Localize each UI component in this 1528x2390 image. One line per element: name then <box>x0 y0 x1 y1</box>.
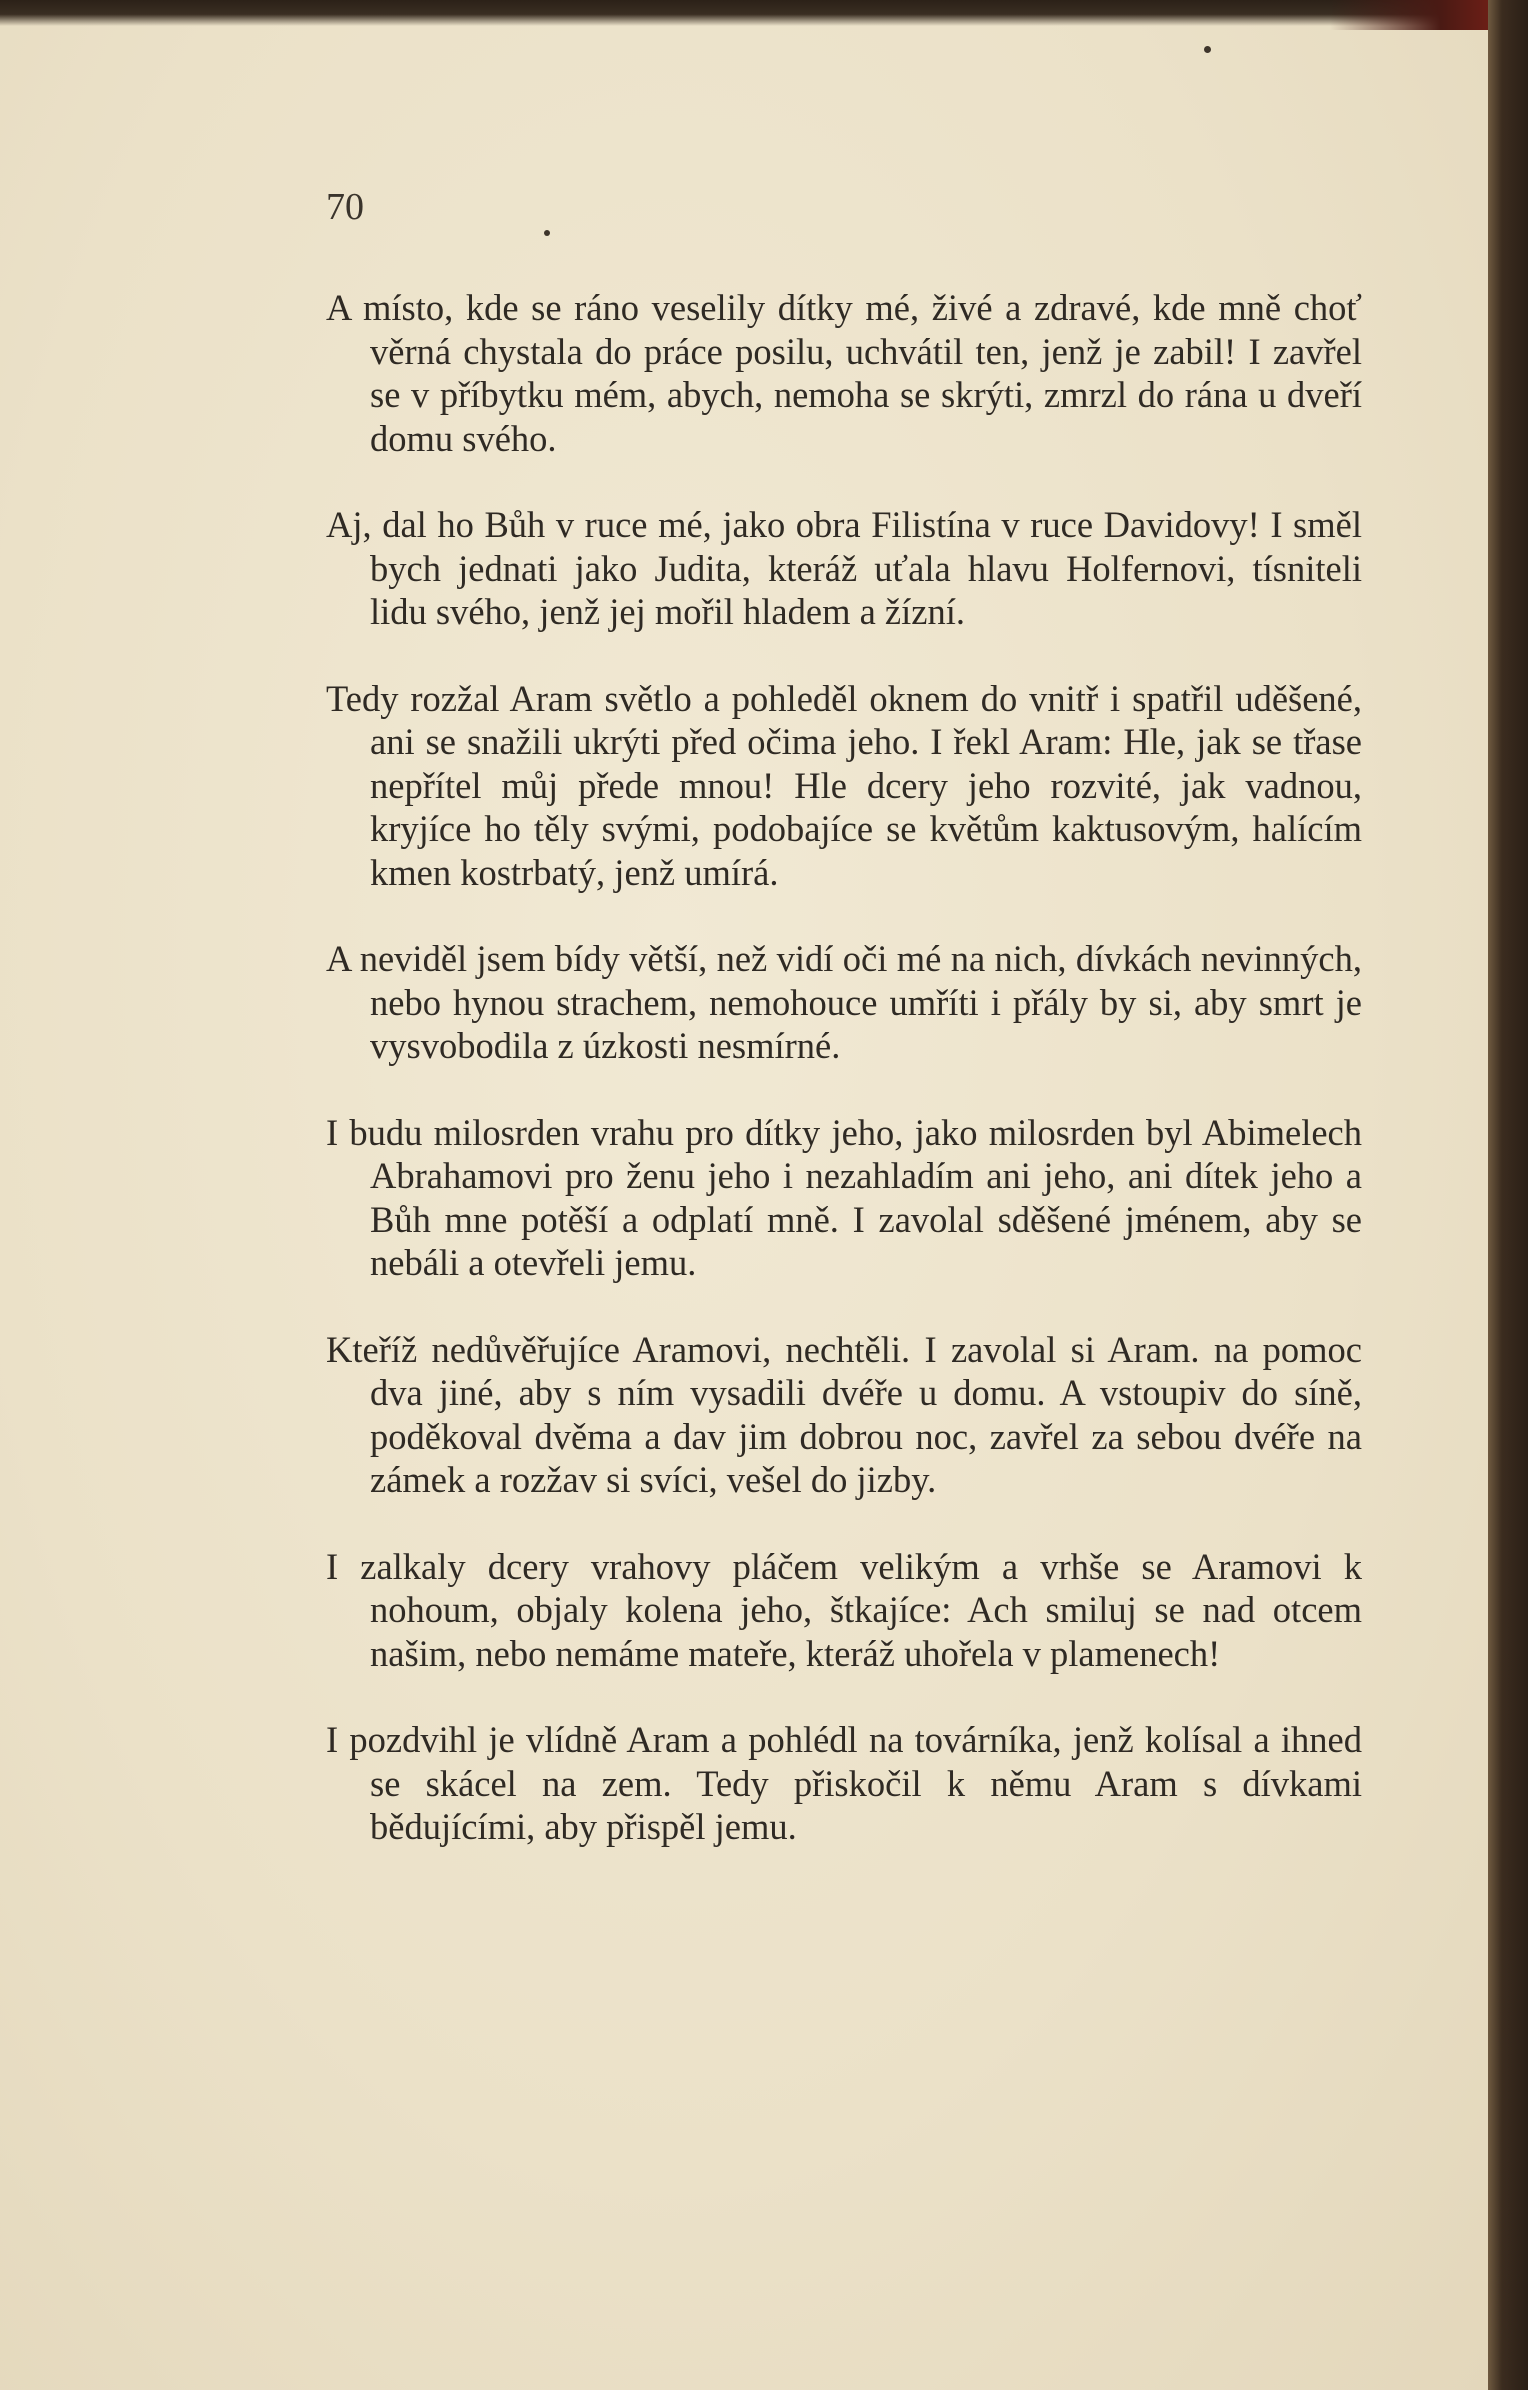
ink-speck <box>544 230 550 236</box>
paragraph: A neviděl jsem bídy větší, než vidí oči mé na nich, dívkách nevinných, nebo hynou strachem, nemohouce umříti i přály by si, aby smrt je vysvobodila z úzkosti nesmírné. <box>326 938 1362 1066</box>
body-text <box>326 286 1362 1892</box>
corner-stain <box>1330 0 1488 30</box>
paragraph: I zalkaly dcery vrahovy pláčem velikým a vrhše se Aramovi k nohoum, objaly kolena jeho, štkajíce: Ach smiluj se nad otcem našim, nebo nemáme mateře, kteráž uhořela v plamenech! <box>326 1545 1362 1674</box>
page-top-shadow <box>0 0 1488 26</box>
page-number: 70 <box>326 186 364 228</box>
paragraph: A místo, kde se ráno veselily dítky mé, živé a zdravé, kde mně choť věrná chystala do práce posilu, uchvátil ten, jenž je zabil! I zavřel se v příbytku mém, abych, nemoha se skrýti, zmrzl do rána u dveří domu svého. <box>326 287 1362 459</box>
paragraph: Kteříž nedůvěřujíce Aramovi, nechtěli. I zavolal si Aram. na pomoc dva jiné, aby s ním vysadili dvéře u domu. A vstoupiv do síně, poděkoval dvěma a dav jim dobrou noc, zavřel za sebou dvéře na zámek a rozžav si svíci, vešel do jizby. <box>326 1328 1362 1500</box>
paragraph: Aj, dal ho Bůh v ruce mé, jako obra Filistína v ruce Davidovy! I směl bych jednati jako Judita, kteráž uťala hlavu Holfernovi, tísniteli lidu svého, jenž jej mořil hladem a žízní. <box>326 504 1362 632</box>
paragraph: I budu milosrden vrahu pro dítky jeho, jako milosrden byl Abimelech Abrahamovi pro ženu jeho i nezahladím ani jeho, ani dítek jeho a Bůh mne potěší a odplatí mně. I zavolal sděšené jménem, aby se nebáli a otevřeli jemu. <box>326 1111 1362 1283</box>
paragraph: Tedy rozžal Aram světlo a pohleděl oknem do vnitř i spatřil uděšené, ani se snažili ukrýti před očima jeho. I řekl Aram: Hle, jak se třase nepřítel můj přede mnou! Hle dcery jeho rozvité, jak vadnou, kryjíce ho těly svými, podobajíce se květům kaktusovým, halícím kmen kostrbatý, jenž umírá. <box>326 677 1362 893</box>
book-spine-edge <box>1488 0 1528 2390</box>
ink-speck <box>1204 46 1211 53</box>
paragraph: I pozdvihl je vlídně Aram a pohlédl na továrníka, jenž kolísal a ihned se skácel na zem. Tedy přiskočil k němu Aram s dívkami bědujícími, aby přispěl jemu. <box>326 1719 1362 1847</box>
